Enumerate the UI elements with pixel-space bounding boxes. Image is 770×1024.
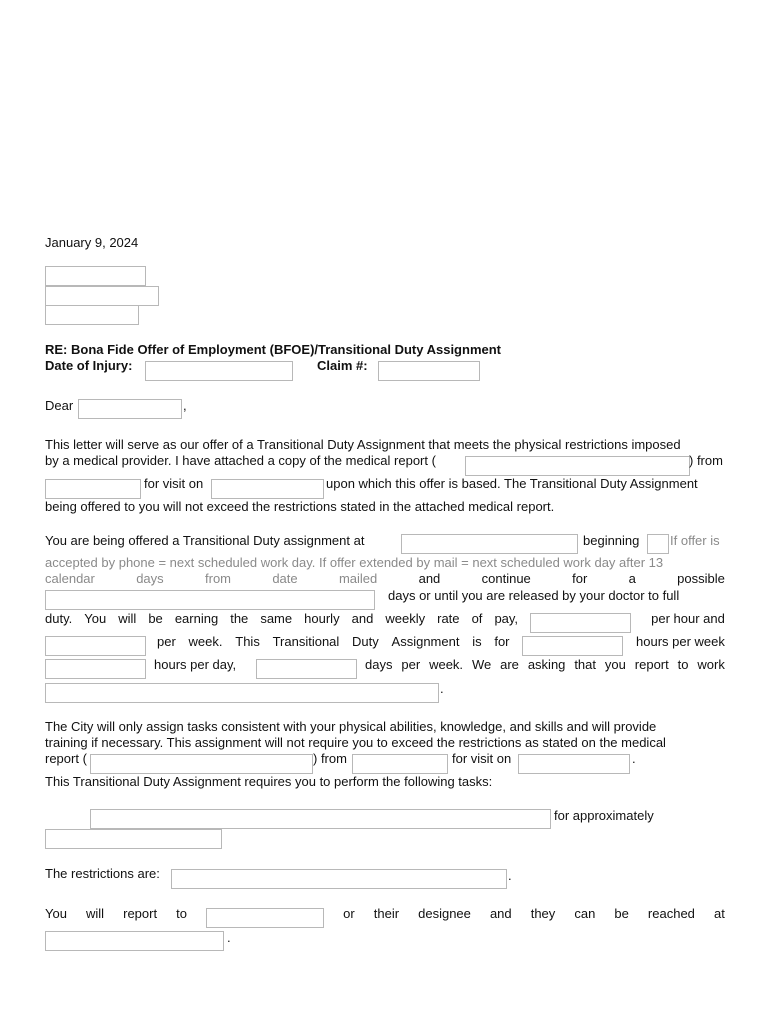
p2-hint-start: If offer is	[670, 533, 720, 548]
start-date-field[interactable]	[647, 534, 669, 554]
medical-report-field[interactable]	[465, 456, 690, 476]
hours-per-week-field[interactable]	[522, 636, 623, 656]
provider-field[interactable]	[45, 479, 141, 499]
date-of-injury-field[interactable]	[145, 361, 293, 381]
word: rate	[437, 611, 460, 626]
word: and	[418, 571, 441, 586]
word: designee	[418, 906, 471, 921]
word: for	[572, 571, 588, 586]
word: they	[530, 906, 556, 921]
p1-line2: by a medical provider. I have attached a copy of the medical report (	[45, 453, 436, 468]
letter-date: January 9, 2024	[45, 235, 139, 250]
word: We	[471, 657, 492, 672]
word: hourly	[304, 611, 340, 626]
p3-period: .	[632, 751, 636, 766]
visit-date-field[interactable]	[211, 479, 324, 499]
word: pay,	[494, 611, 519, 626]
p1-from: ) from	[689, 453, 723, 468]
word: you	[604, 657, 626, 672]
word: will	[86, 906, 105, 921]
p1-line4: being offered to you will not exceed the restrictions stated in the attached medical report.	[45, 499, 555, 514]
weekly-rate-field[interactable]	[45, 636, 146, 656]
p2-duty-line	[45, 611, 725, 633]
p2-beginning: beginning	[583, 533, 640, 548]
per-hour-and: per hour and	[651, 611, 725, 626]
word: or	[343, 906, 355, 921]
p2-line3	[45, 571, 725, 587]
medical-report-field-2[interactable]	[90, 754, 313, 774]
p1-upon: upon which this offer is based. The Transitional Duty Assignment	[326, 476, 698, 491]
word: continue	[481, 571, 531, 586]
report-location-field[interactable]	[45, 683, 439, 703]
word: be	[614, 906, 629, 921]
p3-approx: for approximately	[554, 808, 654, 823]
report-to-line	[45, 906, 725, 928]
claim-label: Claim #:	[317, 358, 368, 373]
restrictions-label: The restrictions are:	[45, 866, 160, 881]
p3-line1: The City will only assign tasks consistent with your physical abilities, knowledge, and skills and will provide	[45, 719, 657, 734]
restrictions-period: .	[508, 868, 512, 883]
word: can	[574, 906, 596, 921]
recipient-address-field[interactable]	[45, 286, 159, 306]
re-line: RE: Bona Fide Offer of Employment (BFOE)/Transitional Duty Assignment	[45, 342, 501, 357]
hours-per-week: hours per week	[636, 634, 725, 649]
p2-hint-line: accepted by phone = next scheduled work day. If offer extended by mail = next scheduled work day after 13	[45, 555, 664, 570]
date-of-injury-label: Date of Injury:	[45, 358, 133, 373]
hint-word: mailed	[338, 571, 378, 586]
claim-number-field[interactable]	[378, 361, 480, 381]
word: work	[697, 657, 725, 672]
salutation-name-field[interactable]	[78, 399, 182, 419]
word: reached	[647, 906, 695, 921]
word: report	[634, 657, 669, 672]
visit-date-field-2[interactable]	[518, 754, 630, 774]
salutation: Dear	[45, 398, 74, 413]
word: week.	[429, 657, 464, 672]
word: Assignment	[391, 634, 460, 649]
word: possible	[677, 571, 725, 586]
salutation-comma: ,	[183, 398, 187, 413]
word: same	[260, 611, 293, 626]
word: and	[351, 611, 374, 626]
word: duty.	[45, 611, 73, 626]
provider-field-2[interactable]	[352, 754, 448, 774]
word: earning	[174, 611, 219, 626]
report-to-field[interactable]	[206, 908, 324, 928]
p2-per-week-line	[157, 634, 725, 656]
word: of	[471, 611, 483, 626]
p3-for-visit-on: for visit on	[452, 751, 512, 766]
duration-days-field[interactable]	[45, 590, 375, 610]
word: days	[365, 657, 393, 672]
word: week.	[188, 634, 223, 649]
p2-until-released: days or until you are released by your doctor to full	[388, 588, 680, 603]
p1-line1: This letter will serve as our offer of a Transitional Duty Assignment that meets the physical restrictions imposed	[45, 437, 681, 452]
hint-word: date	[272, 571, 298, 586]
recipient-city-field[interactable]	[45, 305, 139, 325]
hint-word: from	[205, 571, 231, 586]
approximate-duration-field[interactable]	[45, 829, 222, 849]
word: asking	[527, 657, 566, 672]
hours-per-day-field[interactable]	[45, 659, 146, 679]
word: weekly	[385, 611, 426, 626]
word: per	[157, 634, 176, 649]
assignment-location-field[interactable]	[401, 534, 578, 554]
tasks-field[interactable]	[90, 809, 551, 829]
word: a	[628, 571, 636, 586]
p2-days-line	[365, 657, 725, 673]
word: Duty	[352, 634, 379, 649]
p3-from: ) from	[313, 751, 347, 766]
word: be	[148, 611, 163, 626]
word: to	[176, 906, 187, 921]
hourly-rate-field[interactable]	[530, 613, 631, 633]
contact-phone-field[interactable]	[45, 931, 224, 951]
p3-report-open: report (	[45, 751, 87, 766]
word: are	[500, 657, 519, 672]
word: Transitional	[272, 634, 340, 649]
word: and	[489, 906, 512, 921]
recipient-name-field[interactable]	[45, 266, 146, 286]
word: at	[713, 906, 725, 921]
word: is	[472, 634, 482, 649]
word: will	[118, 611, 137, 626]
word: This	[235, 634, 260, 649]
final-period: .	[227, 930, 231, 945]
hint-word: calendar	[45, 571, 95, 586]
days-per-week-field[interactable]	[256, 659, 357, 679]
restrictions-field[interactable]	[171, 869, 507, 889]
word: You	[45, 906, 67, 921]
word: report	[123, 906, 158, 921]
p3-tasks: This Transitional Duty Assignment requires you to perform the following tasks:	[45, 774, 493, 789]
word: the	[230, 611, 249, 626]
word: per	[401, 657, 421, 672]
p1-for-visit-on: for visit on	[144, 476, 204, 491]
word: for	[494, 634, 510, 649]
p2-offered-at: You are being offered a Transitional Duty assignment at	[45, 533, 365, 548]
word: to	[677, 657, 689, 672]
word: their	[373, 906, 400, 921]
word: You	[84, 611, 107, 626]
p2-hours-per-day: hours per day,	[154, 657, 237, 672]
hint-word: days	[136, 571, 164, 586]
word: that	[574, 657, 596, 672]
p2-period: .	[440, 681, 444, 696]
p3-line2: training if necessary. This assignment will not require you to exceed the restrictions as stated on the medical	[45, 735, 666, 750]
